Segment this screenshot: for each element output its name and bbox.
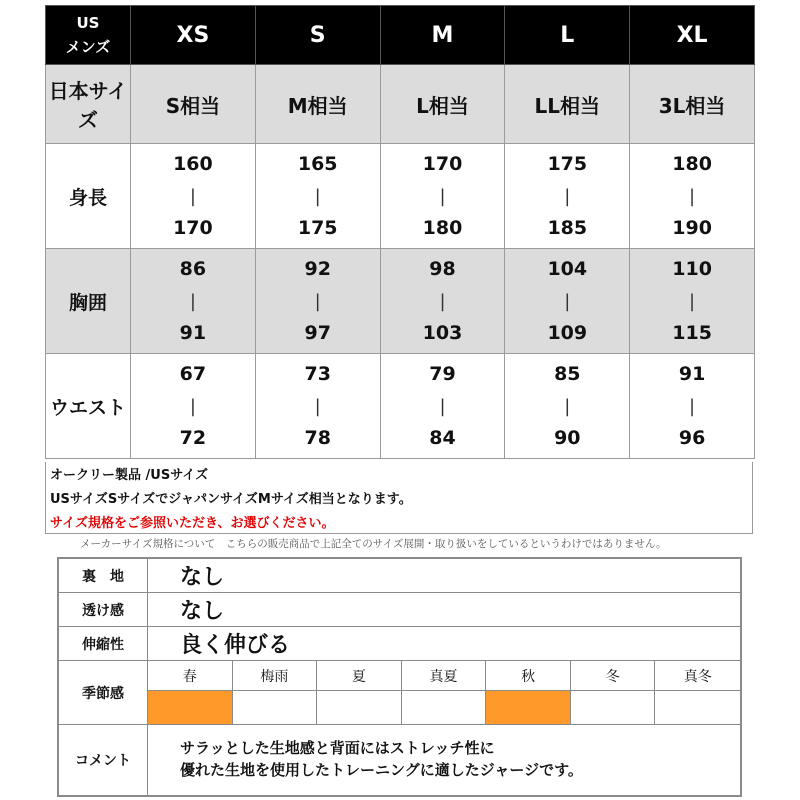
lining-value: なし [180,565,225,590]
range-min: 110 [672,258,712,280]
comment-row [59,725,740,795]
range-max: 170 [173,217,213,239]
range-separator: | [314,290,321,312]
season-name: 秋 [486,661,571,691]
maker-size-footnote: メーカーサイズ規格について こちらの販売商品で上記全てのサイズ展開・取り扱いをしているというわけではありません。 [80,538,667,550]
note-conversion: USサイズSサイズでジャパンサイズMサイズ相当となります。 [50,492,412,507]
range-max: 90 [554,427,581,449]
range-separator: | [564,395,571,417]
season-name: 真夏 [402,661,487,691]
range-max: 103 [422,322,463,344]
season-label: 季節感 [59,661,148,724]
range-min: 170 [422,153,463,175]
comment-line: 優れた生地を使用したトレーニングに適したジャージです。 [180,761,583,779]
range-max: 109 [547,322,588,344]
range-separator: | [189,290,196,312]
range-min: 180 [672,153,712,175]
range-separator: | [189,185,196,207]
range-max: 97 [304,322,331,344]
measure-cell [255,249,380,354]
range-max: 190 [672,217,712,239]
jp-size-cell: LL相当 [505,65,630,144]
season-name: 梅雨 [233,661,318,691]
lining-row [59,559,740,593]
range-min: 67 [179,363,207,385]
range-max: 175 [297,217,338,239]
measure-cell [630,144,755,249]
height-row [46,144,755,249]
comment-label: コメント [59,725,148,795]
range-separator: | [189,395,196,417]
measure-cell [131,249,256,354]
comment-text [148,725,740,795]
jp-size-label: 日本サイズ [46,65,131,144]
us-size-xl: XL [630,6,755,65]
measure-label: ウエスト [46,354,131,459]
range-max: 72 [179,427,207,449]
note-warning: サイズ規格をご参照いただき、お選びください。 [50,516,335,531]
measure-cell [505,249,630,354]
season-indicator [148,691,233,724]
chest-row [46,249,755,354]
comment-line: サラッとした生地感と背面にはストレッチ性に [180,739,495,757]
measure-cell [380,249,505,354]
size-header-row [46,6,755,65]
season-name: 春 [148,661,233,691]
sheer-value: なし [180,599,225,624]
measure-cell [131,354,256,459]
season-name: 夏 [317,661,402,691]
range-min: 92 [304,258,331,280]
sheer-label: 透け感 [59,593,148,626]
range-separator: | [439,395,446,417]
measure-cell [630,249,755,354]
measure-label: 胸囲 [46,249,131,354]
corner-mens-label: メンズ [65,38,111,56]
season-indicator [317,691,402,724]
measure-label: 身長 [46,144,131,249]
note-brand: オークリー製品 /USサイズ [50,468,209,483]
measure-cell [255,354,380,459]
size-chart-table [45,5,755,459]
range-separator: | [689,290,696,312]
range-min: 165 [297,153,338,175]
measure-cell [630,354,755,459]
range-separator: | [689,395,696,417]
season-row [59,661,740,725]
measure-cell [505,144,630,249]
range-separator: | [439,185,446,207]
season-indicator [571,691,656,724]
us-size-xs: XS [131,6,256,65]
stretch-row [59,627,740,661]
measure-cell [505,354,630,459]
season-grid [148,661,740,724]
season-indicator [402,691,487,724]
lining-label: 裏 地 [59,559,148,592]
season-indicator [233,691,318,724]
range-min: 86 [179,258,207,280]
range-max: 84 [429,427,456,449]
range-min: 160 [173,153,213,175]
season-indicator [655,691,740,724]
range-separator: | [439,290,446,312]
jp-size-cell: S相当 [131,65,256,144]
corner-us-label: US [76,14,100,32]
material-spec-table [57,557,742,797]
range-min: 73 [304,363,331,385]
measure-cell [380,354,505,459]
season-name: 冬 [571,661,656,691]
season-indicator [486,691,571,724]
range-max: 185 [547,217,588,239]
range-max: 78 [304,427,331,449]
jp-size-cell: 3L相当 [630,65,755,144]
measure-cell [131,144,256,249]
sheer-row [59,593,740,627]
range-separator: | [314,395,321,417]
range-separator: | [314,185,321,207]
jp-size-cell: M相当 [255,65,380,144]
range-min: 98 [429,258,456,280]
waist-row [46,354,755,459]
range-max: 115 [672,322,712,344]
us-size-m: M [380,6,505,65]
stretch-label: 伸縮性 [59,627,148,660]
measure-cell [255,144,380,249]
range-max: 180 [422,217,463,239]
stretch-value: 良く伸びる [180,633,291,658]
range-min: 91 [678,363,706,385]
us-size-s: S [255,6,380,65]
range-max: 96 [678,427,706,449]
measure-cell [380,144,505,249]
jp-size-row [46,65,755,144]
season-name: 真冬 [655,661,740,691]
size-corner-cell [46,6,131,65]
us-size-l: L [505,6,630,65]
range-separator: | [564,185,571,207]
range-separator: | [689,185,696,207]
jp-size-cell: L相当 [380,65,505,144]
range-min: 79 [429,363,456,385]
range-max: 91 [179,322,207,344]
range-separator: | [564,290,571,312]
range-min: 104 [547,258,588,280]
size-notes [45,462,753,534]
range-min: 175 [547,153,588,175]
range-min: 85 [554,363,581,385]
